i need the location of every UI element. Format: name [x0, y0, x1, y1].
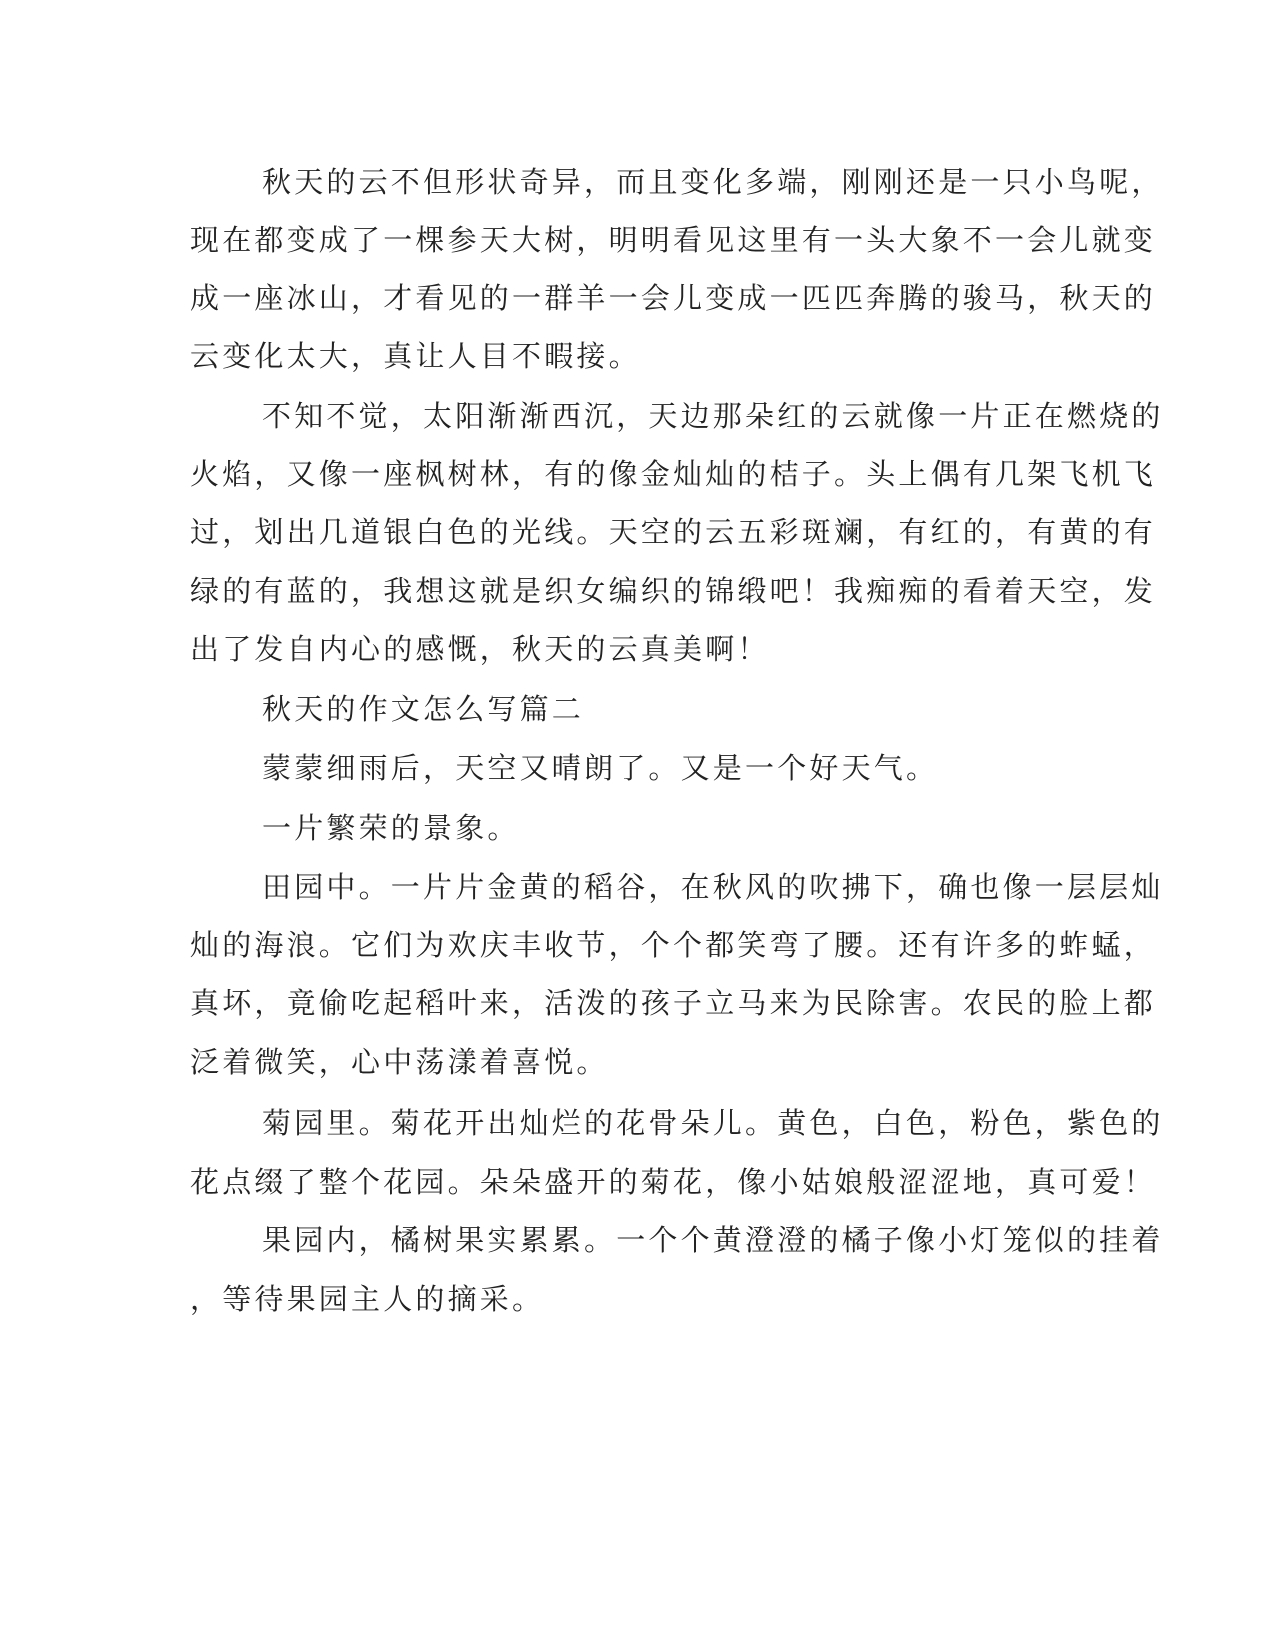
section-heading: 秋天的作文怎么写篇二 — [262, 692, 585, 726]
paragraph-5-line-2: 灿的海浪。它们为欢庆丰收节，个个都笑弯了腰。还有许多的蚱蜢， — [190, 928, 1157, 962]
paragraph-5-line-3: 真坏，竟偷吃起稻叶来，活泼的孩子立马来为民除害。农民的脸上都 — [190, 986, 1157, 1020]
paragraph-6-line-2: 花点缀了整个花园。朵朵盛开的菊花，像小姑娘般涩涩地，真可爱！ — [190, 1165, 1157, 1199]
paragraph-1-line-1: 秋天的云不但形状奇异，而且变化多端，刚刚还是一只小鸟呢， — [262, 165, 1164, 199]
paragraph-2-line-4: 绿的有蓝的，我想这就是织女编织的锦缎吧！我痴痴的看着天空，发 — [190, 574, 1157, 608]
paragraph-2-line-3: 过，划出几道银白色的光线。天空的云五彩斑斓，有红的，有黄的有 — [190, 515, 1157, 549]
paragraph-7-line-2: ，等待果园主人的摘采。 — [190, 1282, 545, 1316]
paragraph-2-line-5: 出了发自内心的感慨，秋天的云真美啊！ — [190, 632, 770, 666]
paragraph-3-line-1: 蒙蒙细雨后，天空又晴朗了。又是一个好天气。 — [262, 751, 939, 785]
paragraph-6-line-1: 菊园里。菊花开出灿烂的花骨朵儿。黄色，白色，粉色，紫色的 — [262, 1106, 1164, 1140]
paragraph-5-line-1: 田园中。一片片金黄的稻谷，在秋风的吹拂下，确也像一层层灿 — [262, 870, 1164, 904]
paragraph-2-line-2: 火焰，又像一座枫树林，有的像金灿灿的桔子。头上偶有几架飞机飞 — [190, 457, 1157, 491]
paragraph-5-line-4: 泛着微笑，心中荡漾着喜悦。 — [190, 1045, 609, 1079]
paragraph-2-line-1: 不知不觉，太阳渐渐西沉，天边那朵红的云就像一片正在燃烧的 — [262, 399, 1164, 433]
paragraph-4-line-1: 一片繁荣的景象。 — [262, 811, 520, 845]
paragraph-1-line-3: 成一座冰山，才看见的一群羊一会儿变成一匹匹奔腾的骏马，秋天的 — [190, 281, 1157, 315]
paragraph-1-line-2: 现在都变成了一棵参天大树，明明看见这里有一头大象不一会儿就变 — [190, 223, 1157, 257]
paragraph-7-line-1: 果园内，橘树果实累累。一个个黄澄澄的橘子像小灯笼似的挂着 — [262, 1223, 1164, 1257]
paragraph-1-line-4: 云变化太大，真让人目不暇接。 — [190, 339, 641, 373]
